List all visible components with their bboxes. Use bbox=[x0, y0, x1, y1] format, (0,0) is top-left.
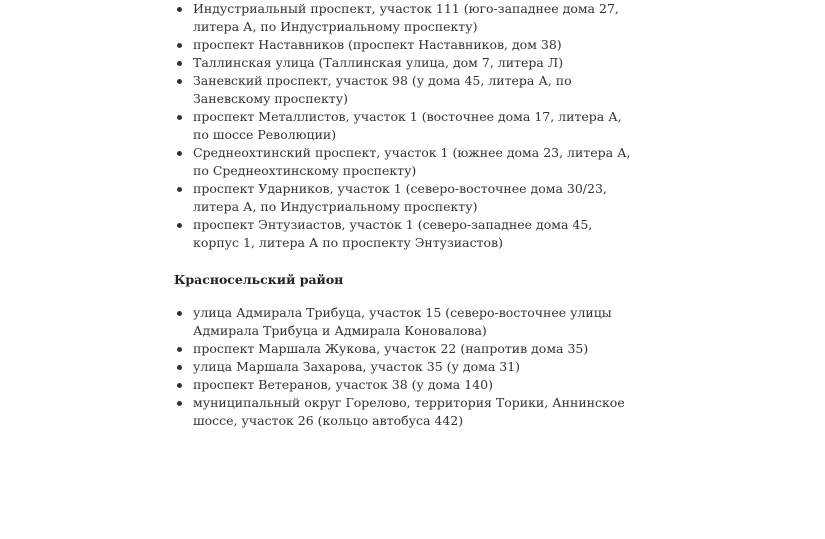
list-item: проспект Маршала Жукова, участок 22 (напротив дома 35) bbox=[174, 340, 634, 358]
list-item: проспект Наставников (проспект Наставников, дом 38) bbox=[174, 36, 634, 54]
list-item: проспект Энтузиастов, участок 1 (северо-западнее дома 45, корпус 1, литера А по проспекту Энтузиастов) bbox=[174, 216, 634, 252]
address-list-previous-district bbox=[174, 0, 634, 252]
list-item: улица Адмирала Трибуца, участок 15 (северо-восточнее улицы Адмирала Трибуца и Адмирала Коновалова) bbox=[174, 304, 634, 340]
list-item: проспект Металлистов, участок 1 (восточнее дома 17, литера А, по шоссе Революции) bbox=[174, 108, 634, 144]
list-item: улица Маршала Захарова, участок 35 (у дома 31) bbox=[174, 358, 634, 376]
list-item: проспект Ударников, участок 1 (северо-восточнее дома 30/23, литера А, по Индустриальному проспекту) bbox=[174, 180, 634, 216]
list-item: Заневский проспект, участок 98 (у дома 45, литера А, по Заневскому проспекту) bbox=[174, 72, 634, 108]
list-item: Индустриальный проспект, участок 111 (юго-западнее дома 27, литера А, по Индустриальному проспекту) bbox=[174, 0, 634, 36]
list-item: Таллинская улица (Таллинская улица, дом 7, литера Л) bbox=[174, 54, 634, 72]
section-heading-krasnoselsky: Красносельский район bbox=[174, 272, 344, 287]
address-list-krasnoselsky bbox=[174, 304, 634, 430]
list-item: Среднеохтинский проспект, участок 1 (южнее дома 23, литера А, по Среднеохтинскому проспекту) bbox=[174, 144, 634, 180]
article-content bbox=[174, 0, 634, 430]
list-item: проспект Ветеранов, участок 38 (у дома 140) bbox=[174, 376, 634, 394]
list-item: муниципальный округ Горелово, территория Торики, Аннинское шоссе, участок 26 (кольцо автобуса 442) bbox=[174, 394, 634, 430]
